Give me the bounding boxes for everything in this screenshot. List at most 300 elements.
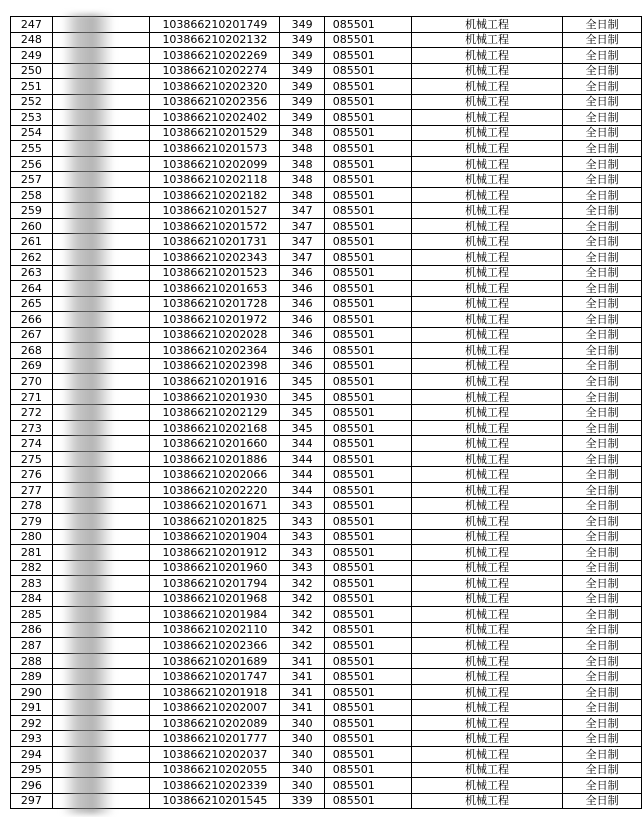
row-number-cell: 274	[11, 436, 53, 452]
exam-id-cell: 103866210202269	[150, 48, 280, 64]
major-name-cell: 机械工程	[411, 187, 562, 203]
score-cell: 346	[280, 281, 324, 297]
study-type-cell: 全日制	[563, 312, 642, 328]
study-type-cell: 全日制	[563, 451, 642, 467]
score-cell: 346	[280, 327, 324, 343]
candidate-name-cell	[52, 343, 150, 359]
score-cell: 349	[280, 94, 324, 110]
candidate-name-cell	[52, 358, 150, 374]
table-row	[11, 172, 642, 188]
study-type-cell: 全日制	[563, 358, 642, 374]
row-number-cell: 286	[11, 622, 53, 638]
candidate-name-cell	[52, 234, 150, 250]
exam-id-cell: 103866210202356	[150, 94, 280, 110]
score-cell: 348	[280, 187, 324, 203]
exam-id-cell: 103866210201671	[150, 498, 280, 514]
score-cell: 344	[280, 451, 324, 467]
score-cell: 346	[280, 358, 324, 374]
row-number-cell: 269	[11, 358, 53, 374]
row-number-cell: 276	[11, 467, 53, 483]
score-cell: 343	[280, 514, 324, 530]
major-name-cell: 机械工程	[411, 715, 562, 731]
exam-id-cell: 103866210201573	[150, 141, 280, 157]
exam-id-cell: 103866210201731	[150, 234, 280, 250]
score-cell: 345	[280, 374, 324, 390]
table-row	[11, 482, 642, 498]
score-cell: 348	[280, 172, 324, 188]
exam-id-cell: 103866210201728	[150, 296, 280, 312]
candidate-name-cell	[52, 762, 150, 778]
major-code-cell: 085501	[324, 17, 411, 33]
major-code-cell: 085501	[324, 172, 411, 188]
exam-id-cell: 103866210202274	[150, 63, 280, 79]
study-type-cell: 全日制	[563, 343, 642, 359]
table-row	[11, 110, 642, 126]
major-code-cell: 085501	[324, 529, 411, 545]
major-name-cell: 机械工程	[411, 374, 562, 390]
study-type-cell: 全日制	[563, 156, 642, 172]
major-name-cell: 机械工程	[411, 389, 562, 405]
major-code-cell: 085501	[324, 405, 411, 421]
row-number-cell: 257	[11, 172, 53, 188]
table-row	[11, 622, 642, 638]
score-cell: 341	[280, 653, 324, 669]
study-type-cell: 全日制	[563, 746, 642, 762]
major-name-cell: 机械工程	[411, 327, 562, 343]
table-row	[11, 436, 642, 452]
major-code-cell: 085501	[324, 79, 411, 95]
major-code-cell: 085501	[324, 281, 411, 297]
candidate-name-cell	[52, 420, 150, 436]
study-type-cell: 全日制	[563, 591, 642, 607]
major-name-cell: 机械工程	[411, 156, 562, 172]
table-row	[11, 358, 642, 374]
major-name-cell: 机械工程	[411, 94, 562, 110]
major-code-cell: 085501	[324, 218, 411, 234]
table-row	[11, 638, 642, 654]
table-row	[11, 669, 642, 685]
score-cell: 342	[280, 638, 324, 654]
study-type-cell: 全日制	[563, 265, 642, 281]
major-code-cell: 085501	[324, 498, 411, 514]
candidate-name-cell	[52, 700, 150, 716]
score-cell: 349	[280, 48, 324, 64]
candidate-name-cell	[52, 94, 150, 110]
row-number-cell: 290	[11, 684, 53, 700]
row-number-cell: 283	[11, 576, 53, 592]
major-name-cell: 机械工程	[411, 405, 562, 421]
row-number-cell: 297	[11, 793, 53, 809]
row-number-cell: 285	[11, 607, 53, 623]
major-name-cell: 机械工程	[411, 358, 562, 374]
major-name-cell: 机械工程	[411, 141, 562, 157]
study-type-cell: 全日制	[563, 560, 642, 576]
score-cell: 341	[280, 669, 324, 685]
study-type-cell: 全日制	[563, 327, 642, 343]
score-cell: 346	[280, 296, 324, 312]
table-row	[11, 79, 642, 95]
major-name-cell: 机械工程	[411, 451, 562, 467]
major-name-cell: 机械工程	[411, 576, 562, 592]
major-name-cell: 机械工程	[411, 514, 562, 530]
major-name-cell: 机械工程	[411, 203, 562, 219]
major-name-cell: 机械工程	[411, 591, 562, 607]
major-code-cell: 085501	[324, 778, 411, 794]
exam-id-cell: 103866210202398	[150, 358, 280, 374]
table-body	[11, 17, 642, 809]
exam-id-cell: 103866210201747	[150, 669, 280, 685]
candidate-name-cell	[52, 638, 150, 654]
major-code-cell: 085501	[324, 669, 411, 685]
table-row	[11, 451, 642, 467]
table-row	[11, 141, 642, 157]
score-cell: 345	[280, 389, 324, 405]
major-name-cell: 机械工程	[411, 79, 562, 95]
candidate-name-cell	[52, 63, 150, 79]
candidate-name-cell	[52, 125, 150, 141]
major-name-cell: 机械工程	[411, 343, 562, 359]
major-name-cell: 机械工程	[411, 17, 562, 33]
candidate-name-cell	[52, 653, 150, 669]
row-number-cell: 252	[11, 94, 53, 110]
study-type-cell: 全日制	[563, 715, 642, 731]
table-row	[11, 529, 642, 545]
study-type-cell: 全日制	[563, 793, 642, 809]
row-number-cell: 295	[11, 762, 53, 778]
score-cell: 341	[280, 684, 324, 700]
candidate-name-cell	[52, 32, 150, 48]
study-type-cell: 全日制	[563, 218, 642, 234]
score-cell: 349	[280, 63, 324, 79]
row-number-cell: 296	[11, 778, 53, 794]
exam-id-cell: 103866210202182	[150, 187, 280, 203]
major-code-cell: 085501	[324, 607, 411, 623]
major-name-cell: 机械工程	[411, 218, 562, 234]
study-type-cell: 全日制	[563, 684, 642, 700]
exam-id-cell: 103866210201918	[150, 684, 280, 700]
major-code-cell: 085501	[324, 32, 411, 48]
candidate-name-cell	[52, 545, 150, 561]
score-cell: 342	[280, 607, 324, 623]
exam-id-cell: 103866210201930	[150, 389, 280, 405]
candidate-name-cell	[52, 312, 150, 328]
score-cell: 340	[280, 715, 324, 731]
score-cell: 347	[280, 218, 324, 234]
exam-id-cell: 103866210202007	[150, 700, 280, 716]
study-type-cell: 全日制	[563, 249, 642, 265]
study-type-cell: 全日制	[563, 653, 642, 669]
major-name-cell: 机械工程	[411, 420, 562, 436]
major-name-cell: 机械工程	[411, 172, 562, 188]
table-row	[11, 296, 642, 312]
major-name-cell: 机械工程	[411, 312, 562, 328]
exam-id-cell: 103866210201960	[150, 560, 280, 576]
major-name-cell: 机械工程	[411, 560, 562, 576]
table-row	[11, 343, 642, 359]
major-name-cell: 机械工程	[411, 793, 562, 809]
major-name-cell: 机械工程	[411, 281, 562, 297]
table-row	[11, 32, 642, 48]
exam-id-cell: 103866210201904	[150, 529, 280, 545]
row-number-cell: 284	[11, 591, 53, 607]
row-number-cell: 275	[11, 451, 53, 467]
major-name-cell: 机械工程	[411, 529, 562, 545]
major-code-cell: 085501	[324, 110, 411, 126]
score-cell: 340	[280, 762, 324, 778]
study-type-cell: 全日制	[563, 374, 642, 390]
table-row	[11, 591, 642, 607]
table-row	[11, 467, 642, 483]
major-name-cell: 机械工程	[411, 498, 562, 514]
score-cell: 349	[280, 32, 324, 48]
exam-id-cell: 103866210201972	[150, 312, 280, 328]
major-code-cell: 085501	[324, 467, 411, 483]
row-number-cell: 266	[11, 312, 53, 328]
exam-id-cell: 103866210201527	[150, 203, 280, 219]
major-name-cell: 机械工程	[411, 638, 562, 654]
score-cell: 340	[280, 746, 324, 762]
table-row	[11, 327, 642, 343]
candidate-name-cell	[52, 296, 150, 312]
study-type-cell: 全日制	[563, 762, 642, 778]
candidate-name-cell	[52, 187, 150, 203]
major-code-cell: 085501	[324, 482, 411, 498]
study-type-cell: 全日制	[563, 141, 642, 157]
major-code-cell: 085501	[324, 249, 411, 265]
table-row	[11, 498, 642, 514]
table-row	[11, 560, 642, 576]
table-row	[11, 778, 642, 794]
row-number-cell: 277	[11, 482, 53, 498]
major-name-cell: 机械工程	[411, 762, 562, 778]
study-type-cell: 全日制	[563, 389, 642, 405]
row-number-cell: 261	[11, 234, 53, 250]
table-row	[11, 420, 642, 436]
major-name-cell: 机械工程	[411, 778, 562, 794]
major-code-cell: 085501	[324, 94, 411, 110]
exam-id-cell: 103866210202055	[150, 762, 280, 778]
major-code-cell: 085501	[324, 622, 411, 638]
study-type-cell: 全日制	[563, 172, 642, 188]
table-row	[11, 653, 642, 669]
major-code-cell: 085501	[324, 436, 411, 452]
candidate-name-cell	[52, 715, 150, 731]
study-type-cell: 全日制	[563, 79, 642, 95]
exam-id-cell: 103866210201572	[150, 218, 280, 234]
exam-id-cell: 103866210202339	[150, 778, 280, 794]
row-number-cell: 270	[11, 374, 53, 390]
score-cell: 342	[280, 576, 324, 592]
major-name-cell: 机械工程	[411, 669, 562, 685]
study-type-cell: 全日制	[563, 420, 642, 436]
candidate-name-cell	[52, 203, 150, 219]
major-code-cell: 085501	[324, 156, 411, 172]
table-row	[11, 374, 642, 390]
candidate-name-cell	[52, 389, 150, 405]
exam-id-cell: 103866210201749	[150, 17, 280, 33]
candidate-name-cell	[52, 172, 150, 188]
row-number-cell: 260	[11, 218, 53, 234]
study-type-cell: 全日制	[563, 467, 642, 483]
candidate-name-cell	[52, 48, 150, 64]
candidate-name-cell	[52, 405, 150, 421]
major-name-cell: 机械工程	[411, 622, 562, 638]
study-type-cell: 全日制	[563, 296, 642, 312]
row-number-cell: 255	[11, 141, 53, 157]
study-type-cell: 全日制	[563, 482, 642, 498]
candidate-name-cell	[52, 218, 150, 234]
study-type-cell: 全日制	[563, 110, 642, 126]
study-type-cell: 全日制	[563, 48, 642, 64]
row-number-cell: 294	[11, 746, 53, 762]
candidate-name-cell	[52, 141, 150, 157]
score-cell: 346	[280, 343, 324, 359]
study-type-cell: 全日制	[563, 607, 642, 623]
study-type-cell: 全日制	[563, 638, 642, 654]
major-code-cell: 085501	[324, 731, 411, 747]
row-number-cell: 272	[11, 405, 53, 421]
score-cell: 345	[280, 420, 324, 436]
candidate-name-cell	[52, 265, 150, 281]
score-cell: 343	[280, 545, 324, 561]
row-number-cell: 249	[11, 48, 53, 64]
table-row	[11, 684, 642, 700]
score-cell: 349	[280, 17, 324, 33]
major-code-cell: 085501	[324, 48, 411, 64]
major-code-cell: 085501	[324, 684, 411, 700]
major-code-cell: 085501	[324, 63, 411, 79]
table-row	[11, 576, 642, 592]
row-number-cell: 253	[11, 110, 53, 126]
candidate-name-cell	[52, 249, 150, 265]
score-cell: 347	[280, 234, 324, 250]
table-row	[11, 281, 642, 297]
major-name-cell: 机械工程	[411, 653, 562, 669]
study-type-cell: 全日制	[563, 125, 642, 141]
major-code-cell: 085501	[324, 389, 411, 405]
row-number-cell: 287	[11, 638, 53, 654]
row-number-cell: 289	[11, 669, 53, 685]
major-code-cell: 085501	[324, 125, 411, 141]
score-cell: 347	[280, 203, 324, 219]
exam-id-cell: 103866210202037	[150, 746, 280, 762]
row-number-cell: 282	[11, 560, 53, 576]
score-cell: 342	[280, 591, 324, 607]
row-number-cell: 254	[11, 125, 53, 141]
row-number-cell: 291	[11, 700, 53, 716]
major-code-cell: 085501	[324, 358, 411, 374]
score-cell: 339	[280, 793, 324, 809]
row-number-cell: 256	[11, 156, 53, 172]
major-code-cell: 085501	[324, 715, 411, 731]
table-row	[11, 746, 642, 762]
study-type-cell: 全日制	[563, 498, 642, 514]
study-type-cell: 全日制	[563, 514, 642, 530]
score-cell: 348	[280, 141, 324, 157]
row-number-cell: 247	[11, 17, 53, 33]
exam-id-cell: 103866210202089	[150, 715, 280, 731]
exam-id-cell: 103866210202129	[150, 405, 280, 421]
row-number-cell: 267	[11, 327, 53, 343]
table-row	[11, 731, 642, 747]
score-cell: 343	[280, 498, 324, 514]
score-cell: 341	[280, 700, 324, 716]
row-number-cell: 288	[11, 653, 53, 669]
candidate-name-cell	[52, 778, 150, 794]
major-name-cell: 机械工程	[411, 48, 562, 64]
candidate-name-cell	[52, 281, 150, 297]
exam-id-cell: 103866210202320	[150, 79, 280, 95]
admission-list-table	[10, 16, 642, 809]
candidate-name-cell	[52, 591, 150, 607]
table-row	[11, 48, 642, 64]
candidate-name-cell	[52, 436, 150, 452]
exam-id-cell: 103866210201545	[150, 793, 280, 809]
major-code-cell: 085501	[324, 327, 411, 343]
major-code-cell: 085501	[324, 420, 411, 436]
table-row	[11, 234, 642, 250]
table-row	[11, 514, 642, 530]
row-number-cell: 248	[11, 32, 53, 48]
exam-id-cell: 103866210202132	[150, 32, 280, 48]
candidate-name-cell	[52, 79, 150, 95]
major-code-cell: 085501	[324, 312, 411, 328]
score-cell: 344	[280, 436, 324, 452]
exam-id-cell: 103866210201660	[150, 436, 280, 452]
exam-id-cell: 103866210201968	[150, 591, 280, 607]
candidate-name-cell	[52, 451, 150, 467]
candidate-name-cell	[52, 374, 150, 390]
candidate-name-cell	[52, 560, 150, 576]
row-number-cell: 279	[11, 514, 53, 530]
major-name-cell: 机械工程	[411, 482, 562, 498]
score-cell: 349	[280, 79, 324, 95]
score-cell: 346	[280, 265, 324, 281]
score-cell: 340	[280, 731, 324, 747]
major-name-cell: 机械工程	[411, 63, 562, 79]
study-type-cell: 全日制	[563, 545, 642, 561]
table-row	[11, 405, 642, 421]
candidate-name-cell	[52, 110, 150, 126]
table-row	[11, 762, 642, 778]
row-number-cell: 278	[11, 498, 53, 514]
candidate-name-cell	[52, 731, 150, 747]
score-cell: 344	[280, 482, 324, 498]
table-row	[11, 545, 642, 561]
exam-id-cell: 103866210202099	[150, 156, 280, 172]
score-cell: 349	[280, 110, 324, 126]
row-number-cell: 251	[11, 79, 53, 95]
major-name-cell: 机械工程	[411, 125, 562, 141]
candidate-name-cell	[52, 746, 150, 762]
table-row	[11, 389, 642, 405]
major-code-cell: 085501	[324, 591, 411, 607]
major-code-cell: 085501	[324, 700, 411, 716]
major-code-cell: 085501	[324, 545, 411, 561]
major-code-cell: 085501	[324, 762, 411, 778]
score-cell: 340	[280, 778, 324, 794]
major-code-cell: 085501	[324, 560, 411, 576]
candidate-name-cell	[52, 576, 150, 592]
table-row	[11, 265, 642, 281]
table-row	[11, 203, 642, 219]
major-name-cell: 机械工程	[411, 700, 562, 716]
study-type-cell: 全日制	[563, 32, 642, 48]
table-row	[11, 715, 642, 731]
candidate-name-cell	[52, 156, 150, 172]
study-type-cell: 全日制	[563, 187, 642, 203]
study-type-cell: 全日制	[563, 778, 642, 794]
